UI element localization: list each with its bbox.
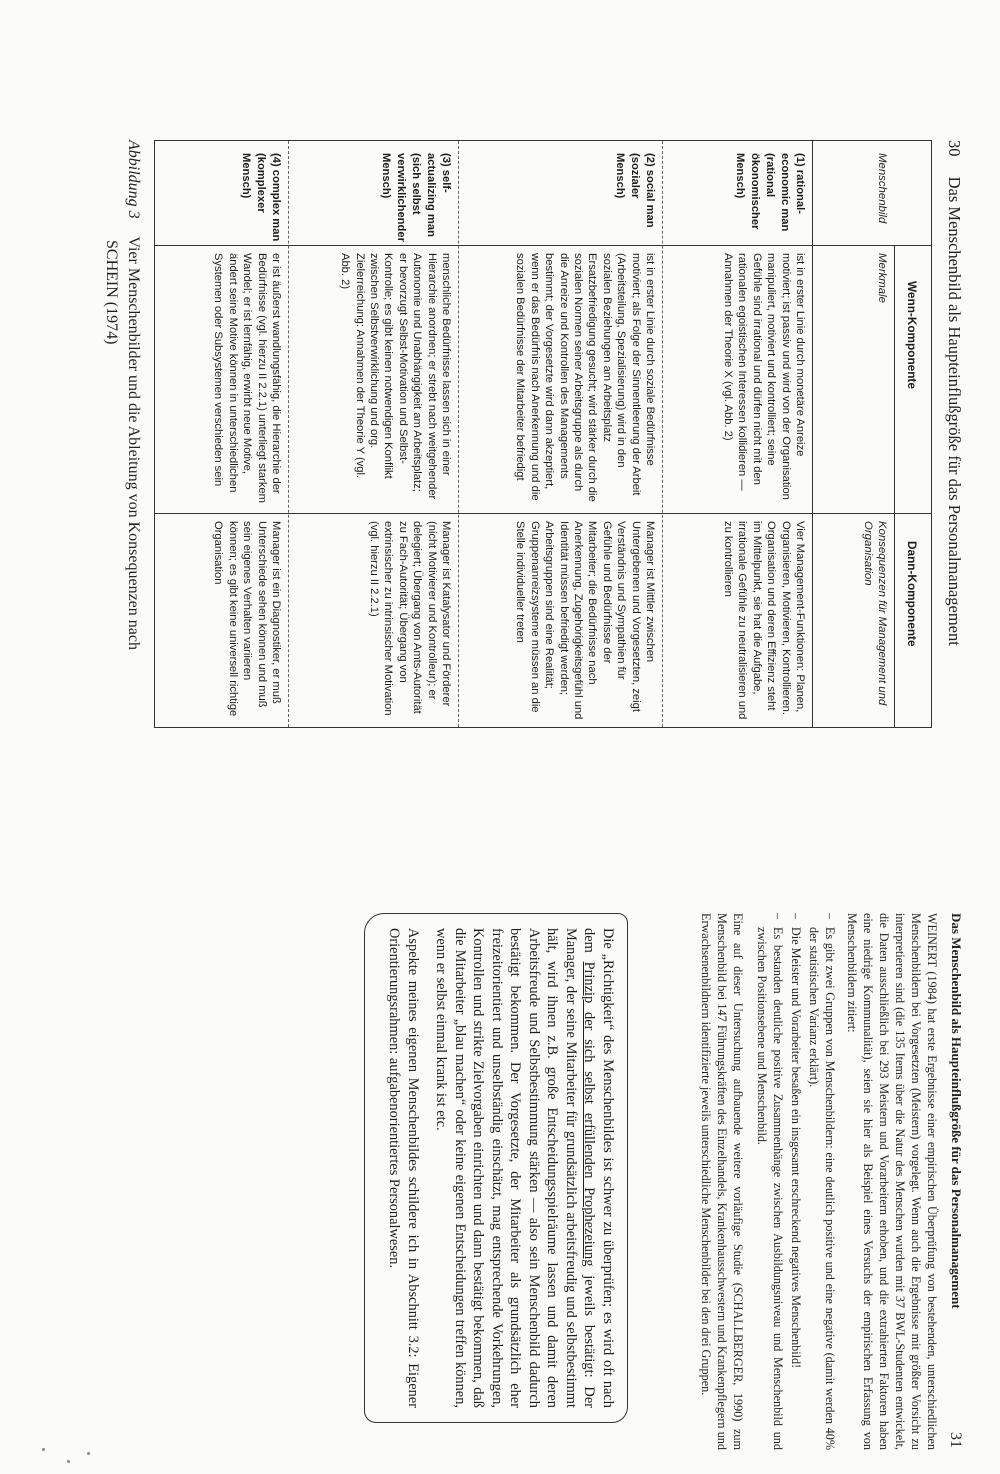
findings-list — [754, 913, 838, 1450]
header-menschenbild: Menschenbild — [876, 153, 888, 224]
header-merkmale: Merkmale — [876, 253, 888, 304]
highlight-box — [364, 913, 628, 1423]
figure-caption — [100, 140, 144, 740]
body-text — [692, 913, 940, 1450]
table-row — [153, 141, 289, 727]
table-row — [458, 141, 663, 727]
row-merkmale: ist in erster Linie durch monetäre Anreize motiviert; ist passiv und wird von der Organisation manipuliert, motiviert und kontrolliert; seine Gefühle sind irrational und dürfen nicht mit den rationalen egoistischen Interessen kollidieren — Annahmen der Theorie X (vgl. Abb. 2) — [721, 253, 806, 500]
paragraph-weinert: WEINERT (1984) hat erste Ergebnisse einer empirischen Überprüfung von bestehenden, unterschiedlichen Menschenbildern bei Vorgesetzten (Meistern) vorgelegt. Wenn auch die Ergebnisse mit größter Vorsicht zu interpretieren sind (die 135 Items über die Natur des Menschen wurden mit 37 BWL-Studenten entwickelt, die Daten ausschließlich bei 293 Meistern und Vorarbeitern erhoben, und die extrahierten Faktoren haben eine niedrige Kommunalität), seien sie hier als Beispiel eines Versuchs der empirischen Erfassung von Menschenbildern zitiert: — [845, 913, 939, 1450]
row-merkmale: ist in erster Linie durch soziale Bedürfnisse motiviert; als Folge der Sinnentleerung der Arbeit (Arbeitsteilung, Spezialisierung) wird in den sozialen Beziehungen am Arbeitsplatz Ersatzbefriedigung gesucht; wird stärker durch die sozialen Normen seiner Arbeitsgruppe als durch die Anreize und Kontrollen des Managements bestimmt; der Vorgesetzte wird dann akzeptiert, wenn er das Bedürfnis nach Anerkennung und die sozialen Bedürfnisse der Mitarbeiter befriedigt — [514, 253, 656, 502]
list-item: – Es gibt zwei Gruppen von Menschenbildern: eine deutlich positive und eine negative (damit werden 40% der statistischen Varianz erklärt). — [806, 913, 838, 1450]
header-konsequenzen: Konsequenzen für Management und Organisation — [861, 521, 888, 706]
table-header — [812, 141, 931, 727]
caption-line-2: SCHEIN (1974) — [103, 240, 120, 345]
row-konsequenzen: Manager ist ein Diagnostiker, er muß Unterschiede sehen können und muß sein eigenes Verhalten variieren können; es gibt keine universell richtige Organisation — [212, 521, 282, 717]
row-konsequenzen: Manager ist Katalysator und Förderer (nicht Motivierer und Kontrolleur); er delegiert; Übergang von Amts-Autorität zu Fach-Autorität; Übergang von extrinsischer zu intrinsischer Motivation (vgl. hierzu II 2.2.1) — [367, 521, 452, 716]
header-wenn: Wenn-Komponente — [905, 281, 919, 389]
table-row — [662, 141, 813, 727]
right-page — [0, 735, 1000, 1474]
header-dann: Dann-Komponente — [905, 541, 919, 647]
running-head-right — [948, 913, 964, 1448]
row-merkmale: er ist äußerst wandlungsfähig, die Hierarchie der Bedürfnisse (vgl. hierzu II 2.2.1) unterliegt starkem Wandel; er ist lernfähig, erwirbt neue Motive, ändert seine Motive können in unterschiedlichen Systemen oder Subsystemen verschieden sein — [212, 253, 282, 503]
row-konsequenzen: Vier Management-Funktionen: Planen, Organisieren, Motivieren, Kontrollieren. Organisation und deren Effizienz steht im Mittelpunkt, sie hat die Aufgabe, irrationale Gefühle zu neutralisieren und zu kontrollieren — [721, 521, 806, 720]
scan-speck — [87, 1452, 90, 1455]
table-row — [288, 141, 459, 727]
row-menschenbild: (3) self-actualizing man (sich selbst verwirklichender Mensch) — [380, 153, 452, 242]
caption-line-1: Vier Menschenbilder und die Ableitung von Konsequenzen nach — [125, 236, 142, 650]
scan-speck — [42, 1448, 45, 1451]
scan-speck — [67, 1460, 70, 1463]
left-page — [0, 0, 1000, 730]
row-menschenbild: (1) rational-economic man (rational ökonomischer Mensch) — [734, 153, 806, 232]
running-head-text: Das Menschenbild als Haupteinflußgröße für das Personalmanagement — [945, 176, 964, 646]
underlined-phrase: Prinzip der sich selbst erfüllenden Prophezeiung — [581, 961, 598, 1267]
page-number-right: 31 — [947, 1432, 964, 1448]
header-divider — [894, 245, 895, 727]
row-menschenbild: (2) social man (sozialer Mensch) — [614, 153, 656, 228]
running-head-text: Das Menschenbild als Haupteinflußgröße für das Personalmanagement — [949, 913, 964, 1309]
list-item: – Die Meister und Vorarbeiter besaßen ein insgesamt erschreckend negatives Menschenbild! — [788, 913, 804, 1450]
paragraph-schallberger: Eine auf dieser Untersuchung aufbauende weitere vorläufige Studie (SCHALLBERGER, 1990) zum Menschenbild bei 147 Führungskräften des Einzelhandels, Krankenhausschwestern und Krankenpflegern und Erwachsenenbildnern identifizierte jeweils unterschiedliche Menschenbilder bei den drei Gruppen. — [699, 913, 745, 1450]
box-text-a: Die „Richtigkeit“ des Menschenbildes ist schwer zu überprüfen; es wird oft nach dem — [581, 928, 616, 1408]
box-paragraph-2: Aspekte meines eigenen Menschenbildes schildere ich in Abschnitt 3.2: Eigener Orientierungsrahmen: aufgabenorientiertes Personalwesen. — [386, 928, 421, 1408]
menschenbild-table — [154, 140, 932, 728]
page-number-left: 30 — [945, 140, 964, 157]
row-konsequenzen: Manager ist Mittler zwischen Untergebenen und Vorgesetzten, zeigt Verständnis und Sympathien für Gefühle und Bedürfnisse der Mitarbeiter; die Bedürfnisse nach Anerkennung, Zugehörigkeitsgefühl und Identität müssen befriedigt werden; Arbeitsgruppen sind eine Realität; Gruppenanreizsysteme müssen an die Stelle individueller treten — [514, 521, 656, 720]
caption-label: Abbildung 3 — [125, 140, 142, 219]
row-merkmale: menschliche Bedürfnisse lassen sich in einer Hierarchie anordnen; er strebt nach weitgehender Autonomie und Unabhängigkeit am Arbeitsplatz; er bevorzugt Selbst-Motivation und Selbst-Kontrolle; es gibt keinen notwendigen Konflikt zwischen Selbstverwirklichung und org. Zielerreichung: Annahmen der Theorie Y (vgl. Abb. 2) — [339, 253, 452, 500]
row-menschenbild: (4) complex man (komplexer Mensch) — [240, 153, 282, 242]
running-head-left — [944, 140, 964, 646]
list-item: – Es bestanden deutliche positive Zusammenhänge zwischen Ausbildungsniveau und Menschenbild und zwischen Positionsebene und Menschenbild. — [754, 913, 786, 1450]
box-text-b: jeweils bestätigt: Der Manager, der seine Mitarbeiter für grundsätzlich arbeitsfreudig und selbstbestimmt hält, wird ihnen z.B. große Entscheidungsspielräume lassen und damit deren Arbeitsfreude und Selbstbestimmung stärken — also sein Menschenbild dadurch bestätigt bekommen. Der Vorgesetzte, der Mitarbeiter als grundsätzlich eher freizeitorientiert und unselbständig einschätzt, mag entsprechende Vorkehrungen, Kontrollen und strikte Zielvorgaben einrichten und dann bestätigt bekommen, daß die Mitarbeiter „blau machen“ oder keine eigenen Entscheidungen treffen können, wenn er selbst einmal krank ist etc. — [433, 928, 598, 1409]
box-paragraph-1 — [432, 928, 617, 1408]
